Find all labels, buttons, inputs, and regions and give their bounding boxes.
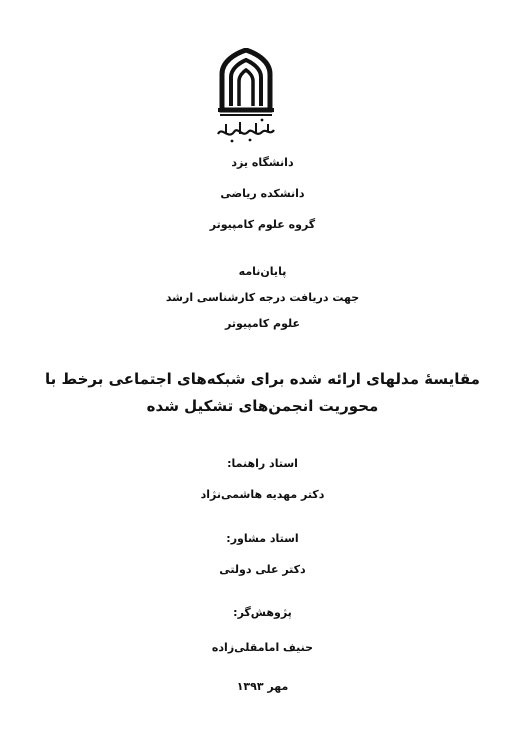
- advisor-label: استاد مشاور:: [226, 532, 299, 545]
- field-of-study: علوم کامپیوتر: [225, 317, 300, 330]
- department-name: گروه علوم کامپیوتر: [209, 218, 316, 231]
- degree-purpose: جهت دریافت درجه کارشناسی ارشد: [165, 291, 360, 304]
- university-logo: [212, 48, 280, 144]
- advisor-name: دکتر علی دولتی: [219, 563, 306, 576]
- yazd-university-emblem-icon: [212, 48, 280, 144]
- thesis-type: پایان‌نامه: [238, 265, 287, 278]
- researcher-label: پژوهش‌گر:: [233, 606, 292, 619]
- supervisor-label: استاد راهنما:: [227, 457, 298, 470]
- university-name: دانشگاه یزد: [231, 156, 294, 169]
- supervisor-name: دکتر مهدیه هاشمی‌نژاد: [200, 488, 325, 501]
- researcher-name: حنیف امامقلی‌زاده: [211, 641, 314, 654]
- thesis-title-line-1: مقایسهٔ مدلهای ارائه شده برای شبکه‌های اجتماعی برخط با: [45, 370, 480, 388]
- thesis-title-line-2: محوریت انجمن‌های تشکیل شده: [146, 397, 379, 415]
- thesis-date: مهر ۱۳۹۳: [236, 680, 289, 693]
- faculty-name: دانشکده ریاضی: [220, 187, 305, 200]
